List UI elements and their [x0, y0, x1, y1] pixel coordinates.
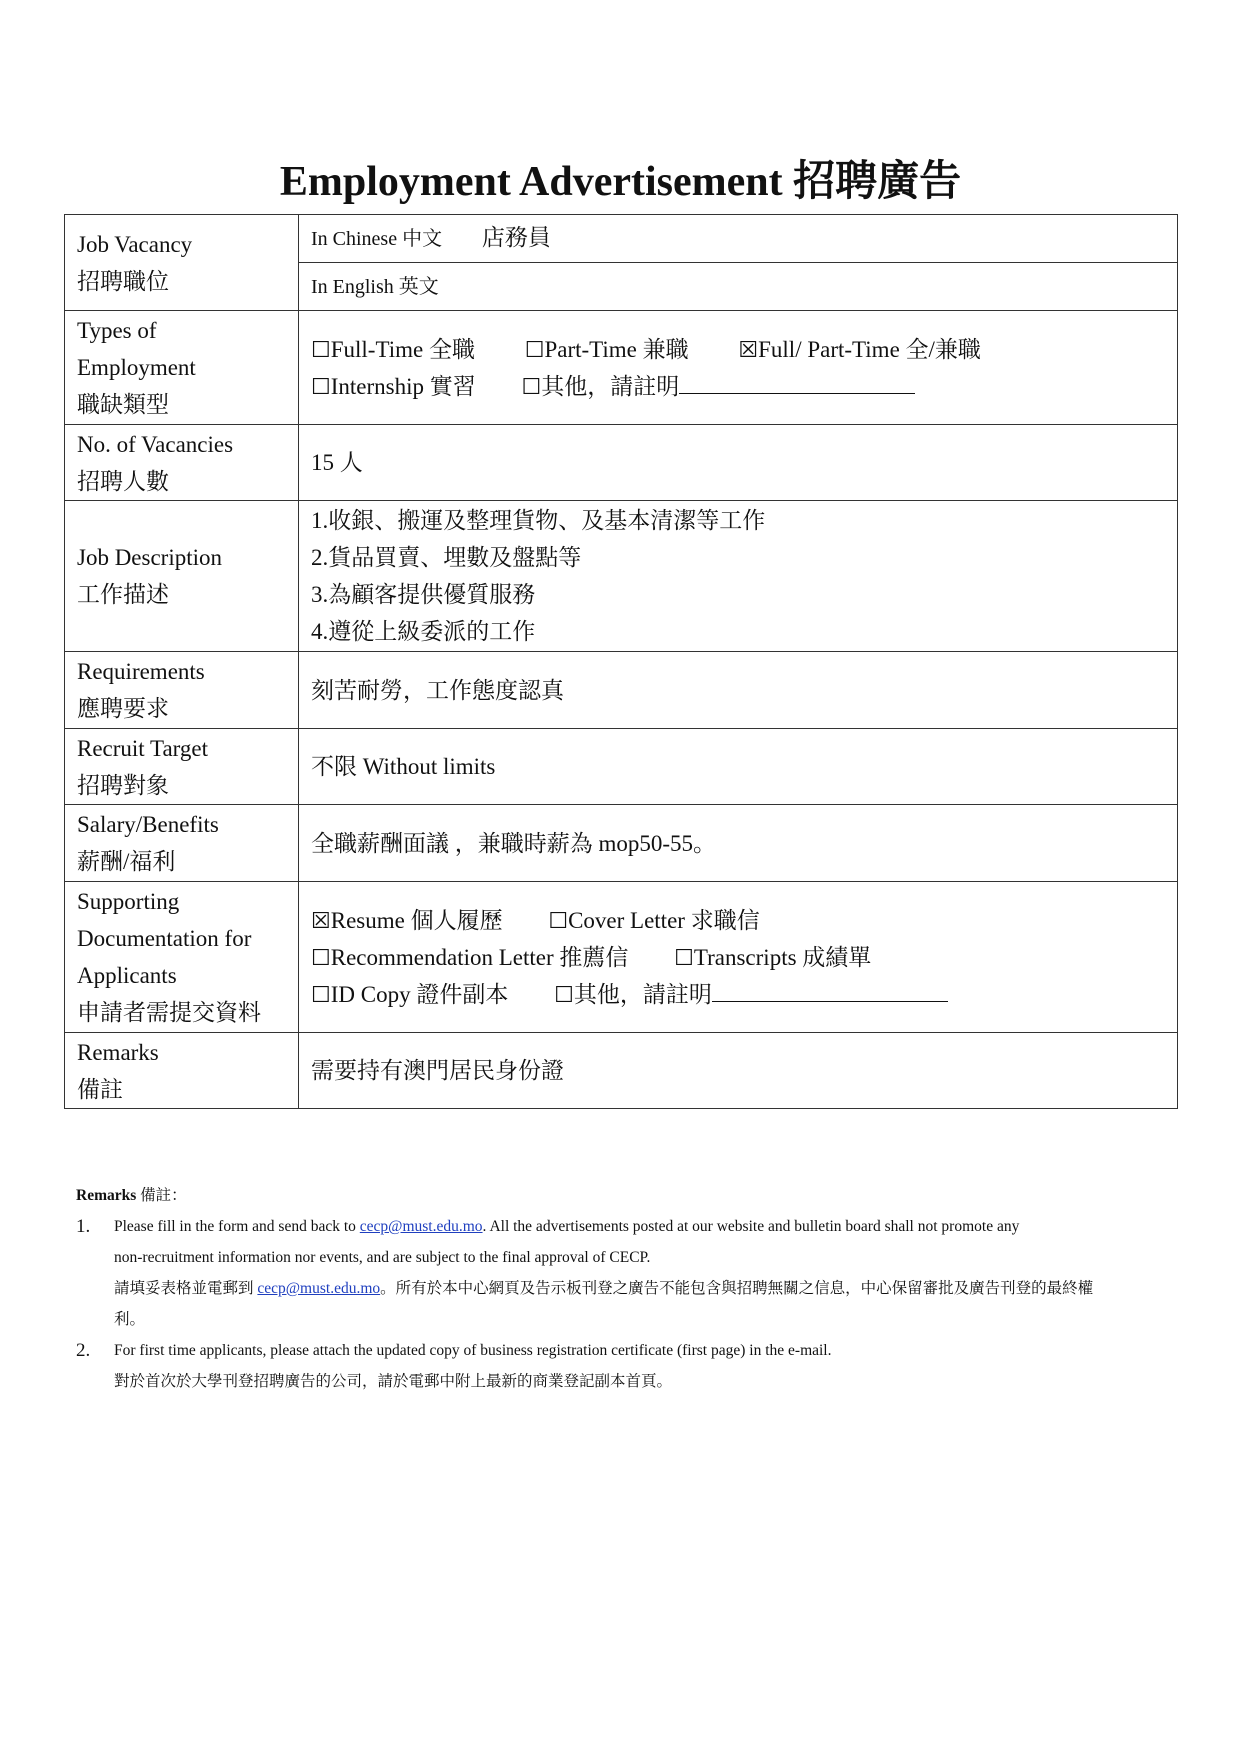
checkbox-label: Full-Time 全職 [330, 336, 475, 362]
requirements-value: 刻苦耐勞，工作態度認真 [299, 652, 1178, 729]
remark-text: non-recruitment information nor events, and are subject to the final approval of CECP. [114, 1249, 651, 1266]
checkbox-label: Resume 個人履歷 [330, 907, 503, 933]
checkbox-mark: ☐ [311, 981, 331, 1007]
checkbox-label: Full/ Part-Time 全/兼職 [758, 336, 981, 362]
checkbox-label: Internship 實習 [330, 373, 476, 399]
vacancies-value: 15 人 [299, 425, 1178, 501]
remark-text: For first time applicants, please attach the updated copy of business registration certificate (first page) in the e-mail. [114, 1342, 832, 1359]
remark-text-zh: 對於首次於大學刊登招聘廣告的公司，請於電郵中附上最新的商業登記副本首頁。 [114, 1373, 673, 1390]
vacancies-label-en: No. of Vacancies [77, 431, 234, 457]
remark-item-1 [76, 1211, 1186, 1335]
checkbox-mark: ☒ [311, 907, 331, 933]
job-vacancy-label-zh: 招聘職位 [77, 268, 169, 294]
chinese-job-title: 店務員 [481, 225, 551, 250]
employment-type-options [299, 311, 1178, 425]
checkbox-mark: ☐ [524, 336, 545, 362]
remark-text: . All the advertisements posted at our website and bulletin board shall not promote any [482, 1218, 1020, 1235]
remarks-heading-en: Remarks [76, 1187, 137, 1204]
remark-text-zh: 利。 [114, 1311, 146, 1328]
salary-label-en: Salary/Benefits [77, 812, 219, 837]
remark-number: 1. [76, 1216, 91, 1237]
documents-options [299, 882, 1178, 1033]
recruit-target-label [65, 729, 299, 805]
checkbox-mark: ☐ [554, 981, 574, 1007]
email-link[interactable]: cecp@must.edu.mo [257, 1280, 381, 1297]
checkbox-label: Recommendation Letter 推薦信 [330, 944, 629, 970]
checkbox-resume[interactable] [311, 902, 503, 939]
checkbox-other[interactable] [522, 368, 916, 405]
employment-form-table [64, 214, 1178, 1109]
remark-text-zh: 。所有於本中心網頁及告示板刊登之廣告不能包含與招聘無關之信息，中心保留審批及廣告刊登的最終權 [380, 1280, 1094, 1297]
remark-text: Please fill in the form and send back to [114, 1218, 360, 1235]
requirements-label-en: Requirements [77, 659, 205, 684]
salary-value: 全職薪酬面議 ，兼職時薪為 mop50-55。 [299, 805, 1178, 882]
checkbox-label: Part-Time 兼職 [544, 336, 689, 362]
checkbox-id-copy[interactable] [311, 976, 508, 1013]
checkbox-mark: ☐ [311, 944, 331, 970]
salary-label-zh: 薪酬/福利 [77, 849, 176, 874]
vacancies-label-zh: 招聘人數 [77, 468, 169, 494]
employment-label-zh: 職缺類型 [77, 392, 169, 417]
checkbox-label: Cover Letter 求職信 [568, 907, 760, 933]
job-vacancy-english-cell [299, 263, 1178, 311]
job-description-item: 3.為顧客提供優質服務 [311, 582, 536, 607]
remarks-value: 需要持有澳門居民身份證 [299, 1033, 1178, 1109]
checkbox-mark: ☐ [674, 944, 694, 970]
documents-label-en-1: Supporting [77, 889, 180, 914]
checkbox-label: 其他，請註明 [541, 373, 680, 399]
checkbox-mark: ☐ [521, 373, 542, 399]
documents-label [65, 882, 299, 1033]
checkbox-label: ID Copy 證件副本 [330, 981, 509, 1007]
checkbox-label: 其他，請註明 [573, 981, 712, 1007]
job-description-label-zh: 工作描述 [77, 582, 169, 607]
english-prefix: In English 英文 [311, 276, 439, 298]
remark-number: 2. [76, 1340, 91, 1361]
remark-item-2 [76, 1335, 1186, 1397]
chinese-prefix: In Chinese 中文 [311, 228, 443, 250]
checkbox-recommendation-letter[interactable] [311, 939, 628, 976]
employment-label-en-2: Employment [77, 355, 196, 380]
salary-label [65, 805, 299, 882]
checkbox-transcripts[interactable] [674, 939, 871, 976]
checkbox-other-documents[interactable] [554, 976, 948, 1013]
job-vacancy-label [65, 215, 299, 311]
checkbox-mark: ☐ [311, 373, 331, 399]
job-description-item: 4.遵從上級委派的工作 [311, 619, 536, 644]
checkbox-mark: ☐ [311, 336, 331, 362]
recruit-target-label-en: Recruit Target [77, 735, 209, 761]
remark-text-zh: 請填妥表格並電郵到 [114, 1280, 258, 1297]
recruit-target-label-zh: 招聘對象 [77, 772, 169, 798]
email-link[interactable]: cecp@must.edu.mo [359, 1218, 483, 1235]
checkbox-mark: ☐ [548, 907, 569, 933]
checkbox-label: Transcripts 成績單 [693, 944, 872, 970]
checkbox-part-time[interactable] [525, 331, 689, 368]
checkbox-cover-letter[interactable] [548, 902, 759, 939]
requirements-label-zh: 應聘要求 [77, 696, 169, 721]
job-description-item: 2.貨品買賣、埋數及盤點等 [311, 545, 582, 570]
job-description-label-en: Job Description [77, 545, 223, 570]
remarks-heading [76, 1180, 1186, 1211]
employment-type-label [65, 311, 299, 425]
checkbox-full-part-time[interactable] [738, 331, 981, 368]
remarks-label [65, 1033, 299, 1109]
job-description-label [65, 501, 299, 652]
footer-remarks [76, 1180, 1186, 1397]
job-description-list [299, 501, 1178, 652]
job-vacancy-label-en: Job Vacancy [77, 231, 193, 257]
recruit-target-value: 不限 Without limits [299, 729, 1178, 805]
remarks-label-zh: 備註 [77, 1076, 123, 1102]
checkbox-mark: ☒ [738, 336, 759, 362]
job-description-item: 1.收銀、搬運及整理貨物、及基本清潔等工作 [311, 508, 766, 533]
documents-label-en-2: Documentation for [77, 926, 252, 951]
requirements-label [65, 652, 299, 729]
documents-label-en-3: Applicants [77, 963, 177, 988]
job-vacancy-chinese-cell [299, 215, 1178, 263]
vacancies-label [65, 425, 299, 501]
remarks-heading-zh: 備註： [140, 1187, 187, 1204]
employment-label-en-1: Types of [77, 318, 157, 343]
documents-label-zh: 申請者需提交資料 [77, 1000, 261, 1025]
checkbox-internship[interactable] [311, 368, 476, 405]
other-specify-blank[interactable] [712, 979, 948, 1002]
other-specify-blank[interactable] [679, 371, 915, 394]
remarks-label-en: Remarks [77, 1039, 159, 1065]
page-title: Employment Advertisement 招聘廣告 [279, 159, 962, 205]
checkbox-full-time[interactable] [311, 331, 475, 368]
